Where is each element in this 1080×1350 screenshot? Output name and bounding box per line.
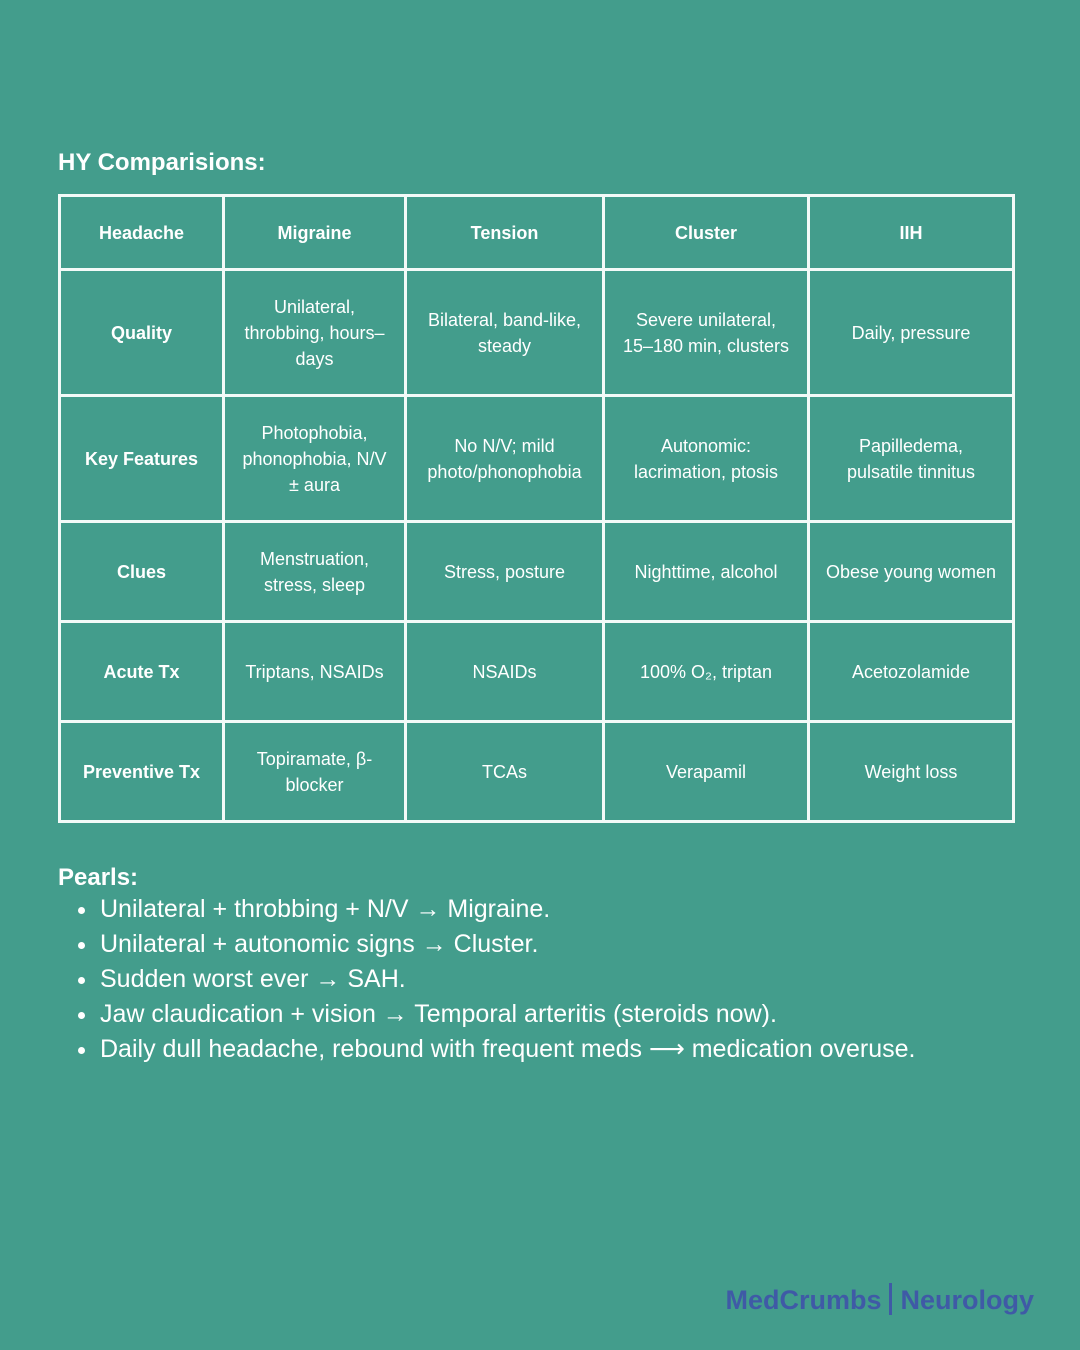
pearl-text: Jaw claudication + vision → Temporal arteritis (steroids now).	[100, 1000, 777, 1028]
cell-acute-tension: NSAIDs	[406, 622, 604, 722]
cell-preventive-tension: TCAs	[406, 722, 604, 822]
cell-quality-migraine: Unilateral, throbbing, hours–days	[224, 270, 406, 396]
bullet-icon	[78, 977, 85, 984]
brand-section: Neurology	[900, 1285, 1034, 1315]
pearl-text: Unilateral + throbbing + N/V → Migraine.	[100, 895, 551, 923]
cell-preventive-iih: Weight loss	[809, 722, 1014, 822]
row-label-clues: Clues	[60, 522, 224, 622]
cell-features-cluster: Autonomic: lacrimation, ptosis	[604, 396, 809, 522]
pearl-item	[100, 1032, 915, 1067]
row-label-quality: Quality	[60, 270, 224, 396]
table-row-key-features	[60, 396, 1014, 522]
pearl-text: Daily dull headache, rebound with frequent meds ⟶ medication overuse.	[100, 1035, 916, 1063]
cell-features-iih: Papilledema, pulsatile tinnitus	[809, 396, 1014, 522]
cell-clues-iih: Obese young women	[809, 522, 1014, 622]
pearl-item	[100, 962, 915, 997]
cell-features-tension: No N/V; mild photo/phonophobia	[406, 396, 604, 522]
cell-features-migraine: Photophobia, phonophobia, N/V ± aura	[224, 396, 406, 522]
cell-preventive-migraine: Topiramate, β-blocker	[224, 722, 406, 822]
pearl-item	[100, 927, 915, 962]
pearl-text: Unilateral + autonomic signs → Cluster.	[100, 930, 539, 958]
header-headache: Headache	[60, 196, 224, 270]
bullet-icon	[78, 1012, 85, 1019]
bullet-icon	[78, 907, 85, 914]
header-tension: Tension	[406, 196, 604, 270]
cell-quality-iih: Daily, pressure	[809, 270, 1014, 396]
table-header-row	[60, 196, 1014, 270]
cell-quality-cluster: Severe unilateral, 15–180 min, clusters	[604, 270, 809, 396]
cell-acute-migraine: Triptans, NSAIDs	[224, 622, 406, 722]
cell-acute-cluster: 100% O₂, triptan	[604, 622, 809, 722]
cell-clues-tension: Stress, posture	[406, 522, 604, 622]
pearls-list	[58, 892, 915, 1067]
hy-comparisons-title: HY Comparisions:	[58, 149, 266, 176]
row-label-preventive-tx: Preventive Tx	[60, 722, 224, 822]
bullet-icon	[78, 1047, 85, 1054]
brand-divider	[889, 1283, 892, 1315]
pearl-item	[100, 997, 915, 1032]
pearl-text: Sudden worst ever → SAH.	[100, 965, 406, 993]
cell-clues-cluster: Nighttime, alcohol	[604, 522, 809, 622]
brand-footer	[725, 1283, 1034, 1316]
table-row-acute-tx	[60, 622, 1014, 722]
table-row-clues	[60, 522, 1014, 622]
header-iih: IIH	[809, 196, 1014, 270]
cell-preventive-cluster: Verapamil	[604, 722, 809, 822]
cell-quality-tension: Bilateral, band-like, steady	[406, 270, 604, 396]
header-migraine: Migraine	[224, 196, 406, 270]
comparison-table	[58, 194, 1015, 823]
pearls-title: Pearls:	[58, 864, 139, 891]
header-cluster: Cluster	[604, 196, 809, 270]
pearl-item	[100, 892, 915, 927]
brand-name: MedCrumbs	[725, 1285, 882, 1315]
cell-acute-iih: Acetozolamide	[809, 622, 1014, 722]
table-row-preventive-tx	[60, 722, 1014, 822]
table-row-quality	[60, 270, 1014, 396]
row-label-key-features: Key Features	[60, 396, 224, 522]
row-label-acute-tx: Acute Tx	[60, 622, 224, 722]
bullet-icon	[78, 942, 85, 949]
cell-clues-migraine: Menstruation, stress, sleep	[224, 522, 406, 622]
